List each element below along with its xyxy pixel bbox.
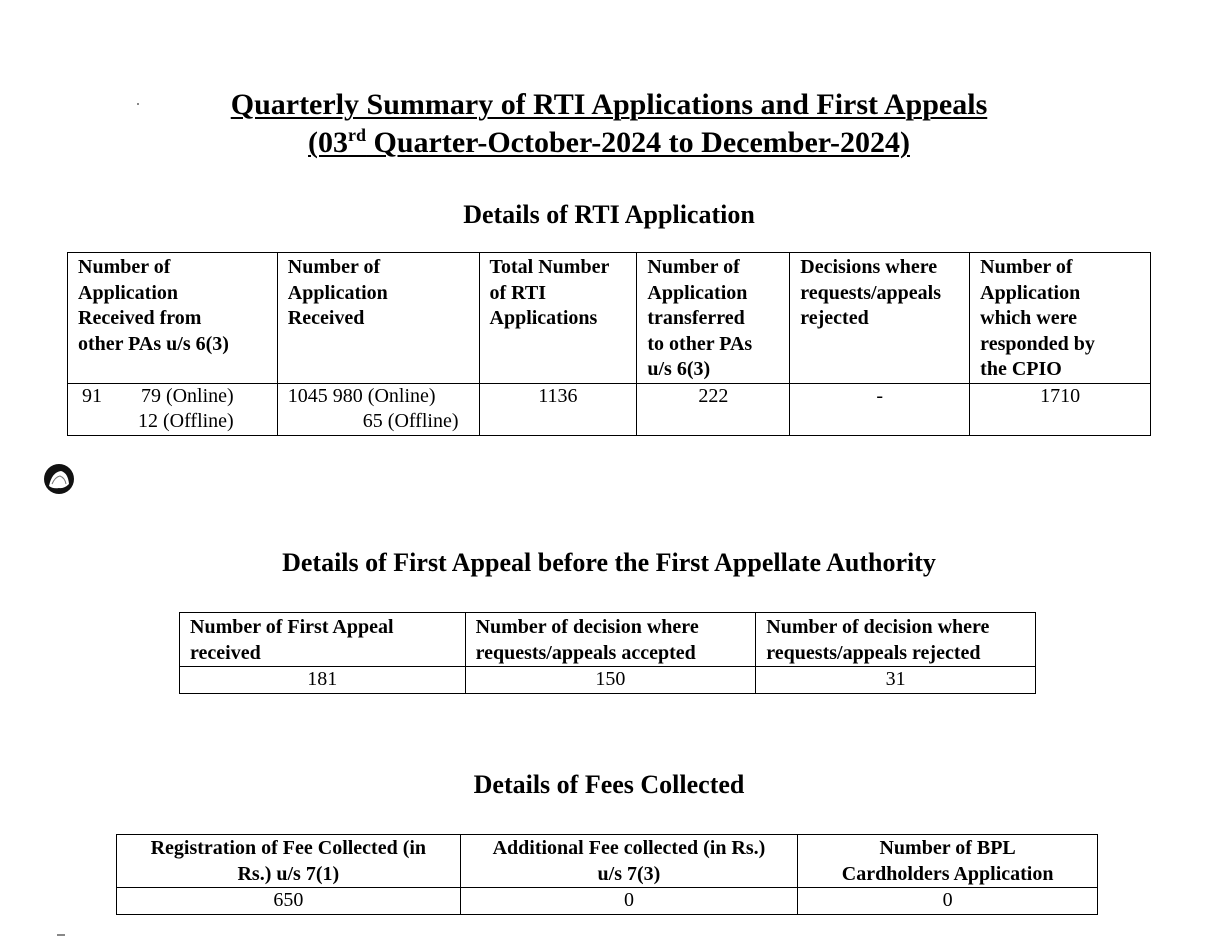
rti-cell-online: 79 (Online) bbox=[140, 384, 234, 407]
rti-cell-received-from-other-pas bbox=[68, 383, 278, 435]
fees-table-header-row bbox=[117, 835, 1098, 888]
rti-cell-rejected: - bbox=[790, 383, 970, 435]
rti-table-data-row bbox=[68, 383, 1151, 435]
fees-cell-registration: 650 bbox=[117, 888, 461, 915]
rti-cell-responded: 1710 bbox=[970, 383, 1151, 435]
appeal-cell-accepted: 150 bbox=[465, 667, 756, 694]
scan-speck bbox=[57, 934, 65, 936]
rti-cell-received-line1: 1045 980 (Online) bbox=[287, 384, 436, 407]
rti-header-responded-by-cpio: Number of Application which were responded by the CPIO bbox=[970, 253, 1151, 384]
rti-table bbox=[67, 252, 1151, 436]
title-line2-prefix: (03 bbox=[308, 126, 349, 159]
appeal-cell-received: 181 bbox=[180, 667, 466, 694]
appeal-header-accepted: Number of decision where requests/appeals accepted bbox=[465, 613, 756, 667]
document-title-line1: Quarterly Summary of RTI Applications and First Appeals bbox=[230, 88, 988, 121]
rti-cell-application-received bbox=[277, 383, 479, 435]
appeal-table bbox=[179, 612, 1036, 694]
fees-cell-bpl: 0 bbox=[798, 888, 1098, 915]
title-line2-suffix: Quarter-October-2024 to December-2024) bbox=[366, 126, 910, 159]
rti-header-received-from-other-pas: Number of Application Received from other PAs u/s 6(3) bbox=[68, 253, 278, 384]
rti-section-heading: Details of RTI Application bbox=[463, 200, 755, 229]
document-title-line2 bbox=[0, 126, 1218, 160]
rti-cell-transferred: 222 bbox=[637, 383, 790, 435]
fees-section-heading: Details of Fees Collected bbox=[473, 770, 745, 799]
ink-mark-icon bbox=[42, 462, 76, 496]
title-line2-sup: rd bbox=[348, 125, 367, 146]
fees-header-additional: Additional Fee collected (in Rs.) u/s 7(3) bbox=[460, 835, 798, 888]
rti-header-application-received: Number of Application Received bbox=[277, 253, 479, 384]
rti-table-header-row bbox=[68, 253, 1151, 384]
fees-table-data-row bbox=[117, 888, 1098, 915]
fees-table bbox=[116, 834, 1098, 915]
rti-header-transferred: Number of Application transferred to other PAs u/s 6(3) bbox=[637, 253, 790, 384]
scan-speck bbox=[137, 103, 139, 105]
rti-cell-offline: 12 (Offline) bbox=[138, 410, 234, 432]
rti-cell-total-applications: 1136 bbox=[479, 383, 637, 435]
rti-cell-received-line2: 65 (Offline) bbox=[362, 410, 459, 432]
appeal-section-heading: Details of First Appeal before the First Appellate Authority bbox=[282, 548, 936, 577]
fees-header-registration: Registration of Fee Collected (in Rs.) u/s 7(1) bbox=[117, 835, 461, 888]
appeal-cell-rejected: 31 bbox=[756, 667, 1036, 694]
fees-cell-additional: 0 bbox=[460, 888, 798, 915]
rti-cell-total: 91 bbox=[82, 384, 102, 407]
appeal-header-received: Number of First Appeal received bbox=[180, 613, 466, 667]
rti-header-total-applications: Total Number of RTI Applications bbox=[479, 253, 637, 384]
fees-header-bpl: Number of BPL Cardholders Application bbox=[798, 835, 1098, 888]
appeal-header-rejected: Number of decision where requests/appeals rejected bbox=[756, 613, 1036, 667]
appeal-table-header-row bbox=[180, 613, 1036, 667]
rti-header-rejected: Decisions where requests/appeals rejected bbox=[790, 253, 970, 384]
appeal-table-data-row bbox=[180, 667, 1036, 694]
